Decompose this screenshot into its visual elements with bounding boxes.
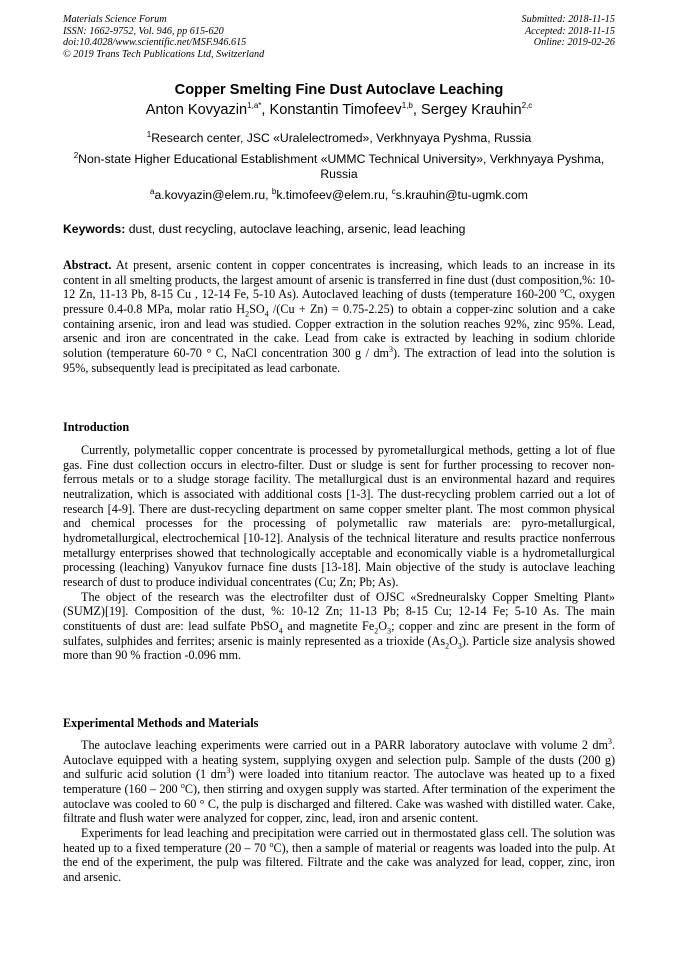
email-link[interactable]: s.krauhin@tu-ugmk.com [395, 188, 528, 202]
journal-doi[interactable]: doi:10.4028/www.scientific.net/MSF.946.615 [63, 37, 247, 48]
keywords [63, 222, 615, 236]
date-accepted: Accepted: 2018-11-15 [524, 25, 615, 37]
journal-copyright: © 2019 Trans Tech Publications Ltd, Switzerland [63, 48, 265, 60]
abstract-label: Abstract. [63, 258, 112, 272]
paragraph: The autoclave leaching experiments were carried out in a PARR laboratory autoclave with volume 2 $dm^3$. Autoclave equipped with a heating system, supplying oxygen and selection pulp. Sample of the dusts (200 g) and sulfuric acid solution (1 $dm^3$) were loaded into titanium reactor. The autoclave was heated up to a fixed temperature (160 – 200 $^o$C), then stirring and oxygen supply was started. After termination of the experiment the autoclave was cooled to 60 ° C, the pulp is discharged and filtered. Cake was washed with distilled water. Cake, filtrate and flush water were analyzed for copper, zinc, lead, iron and arsenic content. [63, 736, 615, 826]
introduction-section [63, 443, 615, 663]
author-name: Anton Kovyazin [145, 102, 248, 118]
affiliation-1: $^1$Research center, JSC «Uralelectromed», Verkhnyaya Pyshma, Russia [146, 129, 532, 145]
experimental-section [63, 738, 615, 885]
affiliation-2: $^2$Non-state Higher Educational Establishment «UMMC Technical University», Verkhnyaya Pyshma, Russia [73, 150, 605, 181]
date-online: Online: 2019-02-26 [533, 37, 615, 48]
author-sup: 1,b [401, 101, 413, 111]
paragraph: Currently, polymetallic copper concentrate is processed by pyrometallurgical methods, getting a lot of flue gas. Fine dust collection occurs in electro-filter. Dust or sludge is sent for further processing to recover non-ferrous metals or to a sludge storage facility. The metallurgical dust is an environmental hazard and requires neutralization, which is associated with additional costs [1-3]. The dust-recycling problem carried out a lot of research [4-9]. There are dust-recycling department on same copper smelter plant. The most common physical and chemical processes for the processing of polymetallic raw materials are: pyro-metallurgical, hydrometallurgical, electrochemical [10-12]. Analysis of the technical literature and results practice nonferrous metallurgy enterprises showed that technologically acceptable and economically viable is a hydrometallurgical processing (leaching) Vanyukov furnace fine dusts [13-18]. Main objective of the study is autoclave leaching research of dust to produce individual concentrates (Cu; Zn; Pb; As). [63, 443, 615, 589]
keywords-text: dust, dust recycling, autoclave leaching, arsenic, lead leaching [128, 222, 466, 236]
journal-name: Materials Science Forum [63, 14, 167, 25]
section-heading-introduction: Introduction [63, 420, 130, 434]
keywords-label: Keywords: [63, 222, 126, 236]
paper-title: Copper Smelting Fine Dust Autoclave Leaching [174, 82, 504, 98]
journal-header [63, 14, 264, 60]
dates-header [522, 14, 615, 49]
author-name: Sergey Krauhin [420, 102, 522, 118]
paragraph: The object of the research was the electrofilter dust of OJSC «Sredneuralsky Copper Smelting Plant» (SUMZ)[19]. Composition of the dust, %: 10-12 Zn; 11-13 Pb; 8-15 Cu; 12-14 Fe; 5-10 As. The main constituents of dust are: lead sulfate PbSO$_4$ and magnetite $Fe_2O_3$; copper and zinc are present in the form of sulfates, sulphides and ferrites; arsenic is mainly represented as a trioxide $(As_2O_3)$. Particle size analysis showed more than 90 % fraction -0.096 mm. [63, 589, 615, 663]
email-link[interactable]: a.kovyazin@elem.ru [154, 188, 266, 202]
section-heading-experimental: Experimental Methods and Materials [63, 716, 259, 730]
author-sup: 2,c [521, 101, 533, 111]
author-emails: $^a$a.kovyazin@elem.ru, $^b$k.timofeev@elem.ru, $^c$s.krauhin@tu-ugmk.com [150, 186, 528, 202]
email-link[interactable]: k.timofeev@elem.ru [276, 188, 385, 202]
journal-issn: ISSN: 1662-9752, Vol. 946, pp 615-620 [63, 25, 224, 37]
author-sup: 1,a* [247, 101, 262, 111]
author-list: Anton Kovyazin$^{1,a*}$, Konstantin Timofeev$^{1,b}$, Sergey Krauhin$^{2,c}$ [145, 101, 533, 118]
date-submitted: Submitted: 2018-11-15 [521, 14, 615, 25]
abstract: Abstract. At present, arsenic content in copper concentrates is increasing, which leads to an increase in its content in all smelting products, the largest amount of arsenic is transferred in fine dust (dust composition,%: 10-12 Zn, 11-13 Pb, 8-15 Cu , 12-14 Fe, 5-10 As). Autoclaved leaching of dusts (temperature 160-200 $^o$C, oxygen pressure 0.4-0.8 MPa, molar ratio $H_2SO_4$ /(Cu + Zn) = 0.75-2.25) to obtain a copper-zinc solution and a cake containing arsenic, iron and lead was studied. Copper extraction in the solution reaches 92%, zinc 95%. Lead, arsenic and iron are concentrated in the cake. Lead from cake is extracted by leaching in sodium chloride solution (temperature 60-70 ° C, NaCl concentration 300 g / $dm^3$). The extraction of lead into the solution is 95%, subsequently lead is precipitated as lead carbonate. [63, 258, 615, 375]
paragraph: Experiments for lead leaching and precipitation were carried out in thermostated glass cell. The solution was heated up to a fixed temperature (20 – 70 $^o$C), then a sample of material or reagents was loaded into the pulp. At the end of the experiment, the pulp was filtered. Filtrate and the cake was analyzed for lead, copper, zinc, iron and arsenic. [63, 825, 615, 884]
author-name: Konstantin Timofeev [269, 102, 402, 118]
